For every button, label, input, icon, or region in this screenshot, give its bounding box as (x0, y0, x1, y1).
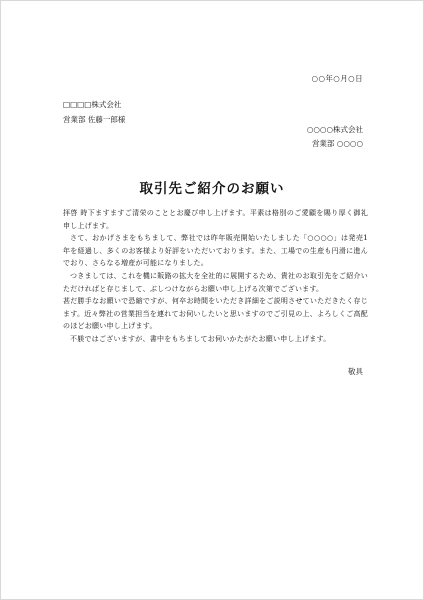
body-paragraph-visit: 甚だ勝手なお願いで恐縮ですが、何卒お時間をいただき詳細をご説明させていただきたく存じます。近々弊社の営業担当を連れてお伺いしたいと思いますのでご引見の上、よろしくご高配のほどお願い申し上げます。 (63, 297, 368, 331)
letter-closing: 敬具 (348, 367, 363, 376)
body-paragraph-product: さて、おかげさまをもちまして、弊社では昨年販売開始いたしました「○○○○」は発売1年を経過し、多くのお客様より好評をいただいております。また、工場での生産も円滑に進んでおり、さらなる増産が可能になりました。 (63, 234, 368, 268)
sender-person: 営業部 ○○○○ (311, 139, 363, 148)
body-paragraph-final: 不躾ではございますが、書中をもちましてお伺いかたがたお願い申し上げます。 (70, 334, 331, 343)
body-paragraph-request: つきましては、これを機に販路の拡大を全社的に展開するため、貴社のお取引先をご紹介いただければと存じまして、ぶしつけながらお願い申し上げる次第でございます。 (63, 271, 368, 293)
recipient-block (63, 97, 125, 127)
letter-date: ○○年○月○日 (311, 74, 363, 83)
sender-company: ○○○○株式会社 (306, 125, 363, 134)
body-paragraph-greeting: 拝啓 時下ますますご清栄のこととお慶び申し上げます。平素は格別のご愛顧を賜り厚く御礼申し上げます。 (63, 209, 368, 230)
letter-title: 取引先ご紹介のお願い (139, 181, 285, 197)
sender-block (307, 123, 363, 151)
letter-body (63, 207, 368, 346)
recipient-person: 営業部 佐藤一郎様 (63, 115, 126, 124)
recipient-company: □□□□株式会社 (63, 100, 122, 109)
